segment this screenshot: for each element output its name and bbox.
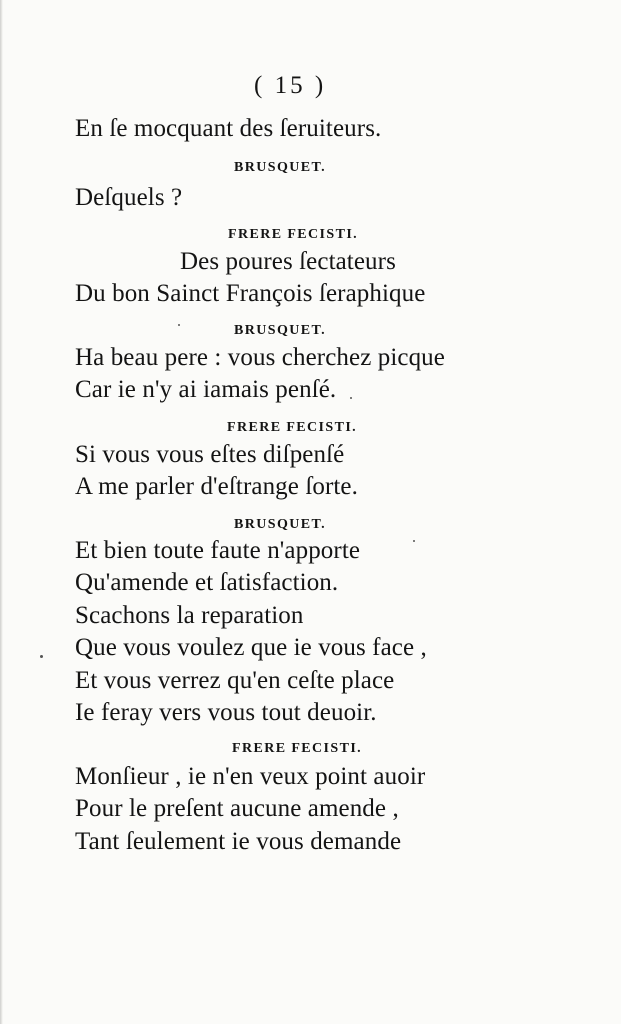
verse-line: Ha beau pere : vous cherchez picque <box>75 344 445 371</box>
verse-line: Scachons la reparation <box>75 602 304 629</box>
speaker-name: FRERE FECISTI. <box>228 227 359 242</box>
verse-line: Et vous verrez qu'en ceſte place <box>75 667 395 694</box>
verse-line: Car ie n'y ai iamais penſé. <box>75 376 337 403</box>
verse-line: Monſieur , ie n'en veux point auoir <box>75 763 426 790</box>
paper-speck <box>40 655 43 658</box>
speaker-name: FRERE FECISTI. <box>232 741 363 756</box>
page-edge-shadow <box>0 0 3 1024</box>
paper-speck <box>350 397 352 399</box>
verse-line: Qu'amende et ſatisfaction. <box>75 569 339 596</box>
verse-line: Ie feray vers vous tout deuoir. <box>75 699 377 726</box>
page-number: ( 15 ) <box>254 72 327 99</box>
verse-line: Pour le preſent aucune amende , <box>75 795 399 822</box>
verse-line: Que vous voulez que ie vous face , <box>75 634 427 661</box>
paper-speck <box>178 324 180 326</box>
verse-line: A me parler d'eſtrange ſorte. <box>75 473 358 500</box>
speaker-name: BRUSQUET. <box>234 517 327 532</box>
verse-line: Si vous vous eſtes diſpenſé <box>75 441 345 468</box>
speaker-name: BRUSQUET. <box>234 323 327 338</box>
verse-line: Et bien toute faute n'apporte <box>75 537 361 564</box>
verse-line: Tant ſeulement ie vous demande <box>75 828 402 855</box>
speaker-name: BRUSQUET. <box>234 160 327 175</box>
verse-line: En ſe mocquant des ſeruiteurs. <box>75 115 382 142</box>
verse-line: Deſquels ? <box>75 184 183 211</box>
paper-speck <box>413 540 415 542</box>
verse-line: Des poures ſectateurs <box>180 248 396 275</box>
verse-line: Du bon Sainct François ſeraphique <box>75 280 426 307</box>
speaker-name: FRERE FECISTI. <box>227 420 358 435</box>
